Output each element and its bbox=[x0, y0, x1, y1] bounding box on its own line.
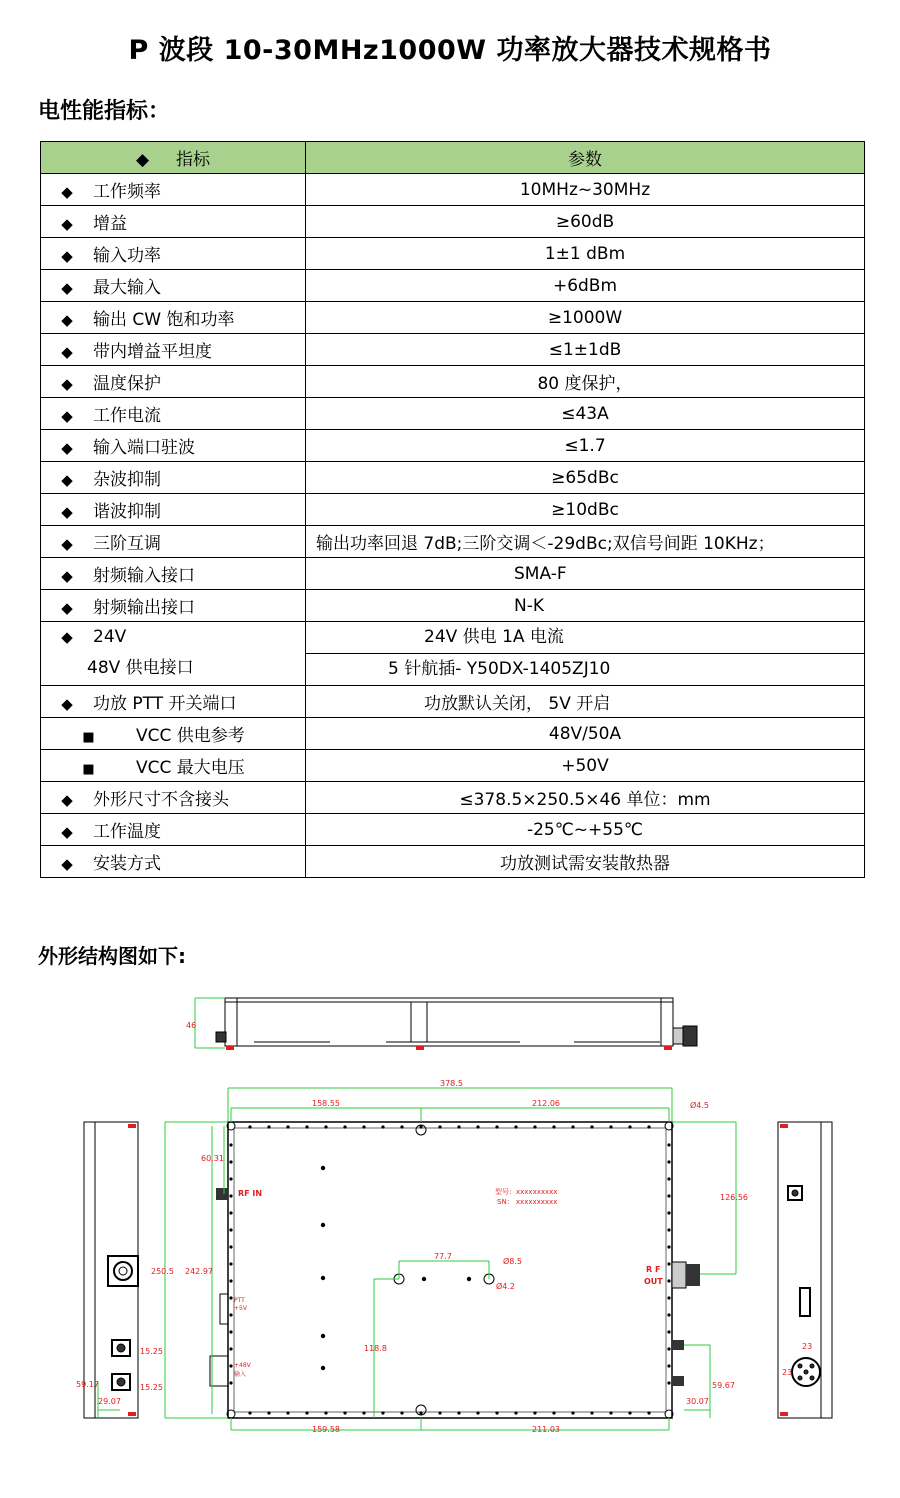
power-value-cell bbox=[306, 622, 865, 686]
param-name-cell bbox=[41, 718, 306, 750]
dim-conn-size-a: 23 bbox=[802, 1342, 813, 1351]
param-name: 带内增益平坦度 bbox=[93, 342, 212, 362]
diamond-bullet-icon: ◆ bbox=[61, 791, 73, 809]
param-name: 安装方式 bbox=[93, 854, 161, 874]
table-row bbox=[41, 366, 865, 398]
diamond-bullet-icon: ◆ bbox=[61, 279, 73, 297]
param-name: 谐波抑制 bbox=[93, 502, 161, 522]
screw-hole-icon bbox=[495, 1125, 498, 1128]
table-row bbox=[41, 782, 865, 814]
table-row bbox=[41, 558, 865, 590]
param-value: ≤43A bbox=[306, 398, 865, 430]
param-name: 射频输入接口 bbox=[93, 566, 195, 586]
dim-center-height: 118.8 bbox=[364, 1344, 387, 1353]
screw-hole-icon bbox=[667, 1347, 670, 1350]
dim-hole-big: Ø8.5 bbox=[503, 1257, 523, 1266]
screw-hole-icon bbox=[248, 1125, 251, 1128]
diamond-bullet-icon: ◆ bbox=[61, 855, 73, 873]
param-name: 工作温度 bbox=[93, 822, 161, 842]
dim-total-height: 250.5 bbox=[151, 1267, 174, 1276]
dim-top-right: 212.06 bbox=[532, 1099, 560, 1108]
screw-hole-icon bbox=[667, 1381, 670, 1384]
param-name-cell bbox=[41, 814, 306, 846]
param-value: +6dBm bbox=[306, 270, 865, 302]
param-value: 10MHz~30MHz bbox=[306, 174, 865, 206]
dim-left-conn-w: 29.07 bbox=[98, 1397, 121, 1406]
screw-hole-icon bbox=[343, 1411, 346, 1414]
table-row bbox=[41, 494, 865, 526]
param-name: 温度保护 bbox=[93, 374, 161, 394]
table-row bbox=[41, 430, 865, 462]
screw-hole-icon bbox=[667, 1262, 670, 1265]
header-params bbox=[306, 142, 865, 174]
screw-hole-icon bbox=[667, 1160, 670, 1163]
screw-hole-icon bbox=[457, 1411, 460, 1414]
screw-hole-icon bbox=[267, 1411, 270, 1414]
table-row bbox=[41, 270, 865, 302]
square-bullet-icon: ■ bbox=[82, 730, 95, 745]
power-value-line1: 24V 供电 1A 电流 bbox=[306, 622, 864, 654]
param-name: 射频输出接口 bbox=[93, 598, 195, 618]
screw-hole-icon bbox=[457, 1125, 460, 1128]
param-value: 48V/50A bbox=[306, 718, 865, 750]
table-row bbox=[41, 590, 865, 622]
param-name: 输入功率 bbox=[93, 246, 161, 266]
diamond-bullet-icon: ◆ bbox=[61, 471, 73, 489]
diamond-bullet-icon: ◆ bbox=[61, 695, 73, 713]
param-value: ≥10dBc bbox=[306, 494, 865, 526]
param-value: N-K bbox=[306, 590, 865, 622]
outline-drawing bbox=[0, 990, 900, 1460]
header-col1-label: 指标 bbox=[176, 150, 211, 170]
dim-bottom-right: 211.03 bbox=[532, 1425, 560, 1434]
param-value: ≥1000W bbox=[306, 302, 865, 334]
param-value: 80 度保护， bbox=[306, 366, 865, 398]
screw-hole-icon bbox=[229, 1364, 232, 1367]
screw-hole-icon bbox=[400, 1125, 403, 1128]
table-row bbox=[41, 814, 865, 846]
param-name: 工作电流 bbox=[93, 406, 161, 426]
screw-hole-icon bbox=[590, 1411, 593, 1414]
diamond-bullet-icon: ◆ bbox=[61, 375, 73, 393]
param-name-cell bbox=[41, 494, 306, 526]
screw-hole-icon bbox=[229, 1177, 232, 1180]
side-view bbox=[216, 998, 697, 1050]
label-ptt-1: PTT bbox=[234, 1297, 245, 1304]
screw-hole-icon bbox=[438, 1411, 441, 1414]
screw-hole-icon bbox=[305, 1125, 308, 1128]
screw-hole-icon bbox=[229, 1245, 232, 1248]
screw-hole-icon bbox=[647, 1411, 650, 1414]
param-value: ≥65dBc bbox=[306, 462, 865, 494]
screw-hole-icon bbox=[381, 1411, 384, 1414]
table-row bbox=[41, 174, 865, 206]
param-name-cell bbox=[41, 430, 306, 462]
screw-hole-icon bbox=[229, 1279, 232, 1282]
screw-hole-icon bbox=[229, 1262, 232, 1265]
power-name-line2: 48V 供电接口 bbox=[87, 658, 194, 678]
param-name-cell bbox=[41, 558, 306, 590]
label-sn: SN： xxxxxxxxxx bbox=[497, 1198, 558, 1206]
ptt-name: 功放 PTT 开关端口 bbox=[93, 694, 237, 714]
diamond-bullet-icon: ◆ bbox=[61, 439, 73, 457]
screw-hole-icon bbox=[229, 1296, 232, 1299]
param-name-cell bbox=[41, 782, 306, 814]
param-name: 杂波抑制 bbox=[93, 470, 161, 490]
param-name: 增益 bbox=[93, 214, 127, 234]
screw-hole-icon bbox=[324, 1411, 327, 1414]
param-value: 功放测试需安装散热器 bbox=[306, 846, 865, 878]
header-col2-label: 参数 bbox=[568, 150, 602, 170]
param-name: 外形尺寸不含接头 bbox=[93, 790, 229, 810]
mount-hole-icon bbox=[321, 1334, 325, 1338]
label-rf-in: RF IN bbox=[238, 1189, 263, 1198]
screw-hole-icon bbox=[552, 1125, 555, 1128]
param-name: VCC 供电参考 bbox=[136, 726, 245, 746]
param-value: 1±1 dBm bbox=[306, 238, 865, 270]
screw-hole-icon bbox=[286, 1125, 289, 1128]
param-name: 输入端口驻波 bbox=[93, 438, 195, 458]
dim-left-conn-h: 59.17 bbox=[76, 1380, 99, 1389]
screw-hole-icon bbox=[571, 1125, 574, 1128]
param-value: -25℃~+55℃ bbox=[306, 814, 865, 846]
table-row bbox=[41, 718, 865, 750]
screw-hole-icon bbox=[571, 1411, 574, 1414]
param-name-cell bbox=[41, 462, 306, 494]
left-end-view bbox=[84, 1122, 138, 1418]
param-value: ≤1.7 bbox=[306, 430, 865, 462]
param-name-cell bbox=[41, 526, 306, 558]
diamond-bullet-icon: ◆ bbox=[61, 247, 73, 265]
diamond-bullet-icon: ◆ bbox=[61, 311, 73, 329]
label-ptt-2: +5V bbox=[234, 1305, 247, 1312]
dim-hole-small: Ø4.2 bbox=[496, 1282, 516, 1291]
dim-conn-pitch1: 15.25 bbox=[140, 1347, 163, 1356]
dim-bottom-left: 159.58 bbox=[312, 1425, 340, 1434]
mount-hole-icon bbox=[321, 1166, 325, 1170]
screw-hole-icon bbox=[667, 1177, 670, 1180]
screw-hole-icon bbox=[495, 1411, 498, 1414]
screw-hole-icon bbox=[229, 1194, 232, 1197]
table-row bbox=[41, 206, 865, 238]
screw-hole-icon bbox=[609, 1411, 612, 1414]
mount-hole-icon bbox=[321, 1276, 325, 1280]
screw-hole-icon bbox=[229, 1381, 232, 1384]
dim-conn-size-b: 23 bbox=[782, 1368, 793, 1377]
screw-hole-icon bbox=[381, 1125, 384, 1128]
label-model: 型号：xxxxxxxxxx bbox=[495, 1188, 558, 1196]
screw-hole-icon bbox=[667, 1330, 670, 1333]
table-row-power bbox=[41, 622, 865, 686]
screw-hole-icon bbox=[229, 1330, 232, 1333]
screw-hole-icon bbox=[305, 1411, 308, 1414]
param-value: +50V bbox=[306, 750, 865, 782]
param-name: VCC 最大电压 bbox=[136, 758, 245, 778]
screw-hole-icon bbox=[667, 1313, 670, 1316]
table-row bbox=[41, 238, 865, 270]
dim-rf-in-offset: 60.31 bbox=[201, 1154, 224, 1163]
param-name-cell bbox=[41, 750, 306, 782]
param-name-cell bbox=[41, 334, 306, 366]
param-name-cell bbox=[41, 238, 306, 270]
screw-hole-icon bbox=[229, 1228, 232, 1231]
diamond-bullet-icon: ◆ bbox=[61, 535, 73, 553]
screw-hole-icon bbox=[438, 1125, 441, 1128]
screw-hole-icon bbox=[533, 1125, 536, 1128]
mount-hole-icon bbox=[321, 1223, 325, 1227]
param-name: 工作频率 bbox=[93, 182, 161, 202]
screw-hole-icon bbox=[628, 1411, 631, 1414]
screw-hole-icon bbox=[609, 1125, 612, 1128]
table-row bbox=[41, 750, 865, 782]
top-view bbox=[210, 1122, 700, 1418]
power-name-cell bbox=[41, 622, 306, 686]
screw-hole-icon bbox=[514, 1125, 517, 1128]
power-name-line1: 24V bbox=[93, 627, 127, 647]
screw-hole-icon bbox=[229, 1160, 232, 1163]
power-value-line2: 5 针航插- Y50DX-1405ZJ10 bbox=[388, 659, 611, 679]
param-value: ≤1±1dB bbox=[306, 334, 865, 366]
section-title-performance: 电性能指标： bbox=[38, 99, 171, 124]
mount-hole-icon bbox=[422, 1277, 426, 1281]
screw-hole-icon bbox=[229, 1313, 232, 1316]
label-pwr-1: +48V bbox=[234, 1362, 251, 1369]
screw-hole-icon bbox=[667, 1364, 670, 1367]
diamond-bullet-icon: ◆ bbox=[61, 215, 73, 233]
screw-hole-icon bbox=[362, 1125, 365, 1128]
screw-hole-icon bbox=[476, 1411, 479, 1414]
dim-hole: Ø4.5 bbox=[690, 1101, 710, 1110]
section-title-outline: 外形结构图如下: bbox=[38, 944, 186, 968]
label-pwr-2: 输入 bbox=[234, 1371, 247, 1378]
param-value: 输出功率回退 7dB;三阶交调＜-29dBc;双信号间距 10KHz； bbox=[306, 526, 865, 558]
param-value: ≥60dB bbox=[306, 206, 865, 238]
param-value: SMA-F bbox=[306, 558, 865, 590]
screw-hole-icon bbox=[248, 1411, 251, 1414]
table-row bbox=[41, 302, 865, 334]
diamond-bullet-icon: ◆ bbox=[61, 567, 73, 585]
dim-height-side: 46 bbox=[186, 1021, 197, 1030]
dim-right-offset: 126.56 bbox=[720, 1193, 748, 1202]
screw-hole-icon bbox=[229, 1347, 232, 1350]
screw-hole-icon bbox=[476, 1125, 479, 1128]
table-header-row bbox=[41, 142, 865, 174]
table-row bbox=[41, 334, 865, 366]
param-name-cell bbox=[41, 366, 306, 398]
mount-hole-icon bbox=[321, 1366, 325, 1370]
screw-hole-icon bbox=[267, 1125, 270, 1128]
ptt-value-cell: 功放默认关闭， 5V 开启 bbox=[306, 686, 865, 718]
screw-hole-icon bbox=[419, 1411, 422, 1414]
mount-hole-icon bbox=[467, 1277, 471, 1281]
table-row bbox=[41, 398, 865, 430]
screw-hole-icon bbox=[229, 1211, 232, 1214]
diamond-bullet-icon: ◆ bbox=[61, 628, 73, 646]
screw-hole-icon bbox=[362, 1411, 365, 1414]
dim-spacing: 77.7 bbox=[434, 1252, 452, 1261]
screw-hole-icon bbox=[667, 1194, 670, 1197]
diamond-bullet-icon: ◆ bbox=[61, 343, 73, 361]
ptt-name-cell bbox=[41, 686, 306, 718]
param-value: ≤378.5×250.5×46 单位：mm bbox=[306, 782, 865, 814]
screw-hole-icon bbox=[667, 1296, 670, 1299]
screw-hole-icon bbox=[533, 1411, 536, 1414]
diamond-bullet-icon: ◆ bbox=[61, 823, 73, 841]
dim-conn-pitch2: 15.25 bbox=[140, 1383, 163, 1392]
table-row-ptt bbox=[41, 686, 865, 718]
label-rf-out-2: OUT bbox=[644, 1277, 663, 1286]
spec-table bbox=[40, 141, 865, 878]
param-name: 输出 CW 饱和功率 bbox=[93, 310, 235, 330]
param-name-cell bbox=[41, 398, 306, 430]
param-name-cell bbox=[41, 174, 306, 206]
screw-hole-icon bbox=[419, 1125, 422, 1128]
diamond-bullet-icon: ◆ bbox=[61, 407, 73, 425]
screw-hole-icon bbox=[667, 1245, 670, 1248]
param-name: 三阶互调 bbox=[93, 534, 161, 554]
screw-hole-icon bbox=[667, 1279, 670, 1282]
diamond-bullet-icon: ◆ bbox=[61, 503, 73, 521]
param-name-cell bbox=[41, 270, 306, 302]
table-row bbox=[41, 526, 865, 558]
param-name-cell bbox=[41, 206, 306, 238]
param-name-cell bbox=[41, 302, 306, 334]
screw-hole-icon bbox=[552, 1411, 555, 1414]
param-name-cell bbox=[41, 846, 306, 878]
screw-hole-icon bbox=[628, 1125, 631, 1128]
screw-hole-icon bbox=[324, 1125, 327, 1128]
screw-hole-icon bbox=[286, 1411, 289, 1414]
dim-right-conn-w: 30.07 bbox=[686, 1397, 709, 1406]
screw-hole-icon bbox=[667, 1211, 670, 1214]
dim-inner-height: 242.97 bbox=[185, 1267, 213, 1276]
diamond-bullet-icon: ◆ bbox=[61, 183, 73, 201]
screw-hole-icon bbox=[229, 1143, 232, 1146]
screw-hole-icon bbox=[400, 1411, 403, 1414]
screw-hole-icon bbox=[343, 1125, 346, 1128]
screw-hole-icon bbox=[590, 1125, 593, 1128]
screw-hole-icon bbox=[647, 1125, 650, 1128]
document-title: P 波段 10-30MHz1000W 功率放大器技术规格书 bbox=[128, 35, 772, 66]
square-bullet-icon: ■ bbox=[82, 762, 95, 777]
dim-total-width: 378.5 bbox=[440, 1079, 463, 1088]
screw-hole-icon bbox=[514, 1411, 517, 1414]
screw-hole-icon bbox=[667, 1143, 670, 1146]
diamond-bullet-icon: ◆ bbox=[61, 599, 73, 617]
table-row bbox=[41, 846, 865, 878]
diamond-bullet-icon: ◆ bbox=[135, 150, 150, 170]
param-name: 最大输入 bbox=[93, 278, 161, 298]
screw-hole-icon bbox=[667, 1228, 670, 1231]
dim-top-left: 158.55 bbox=[312, 1099, 340, 1108]
dim-right-conn-h: 59.67 bbox=[712, 1381, 735, 1390]
table-row bbox=[41, 462, 865, 494]
label-rf-out-1: R F bbox=[646, 1265, 661, 1274]
header-indicator bbox=[41, 142, 306, 174]
param-name-cell bbox=[41, 590, 306, 622]
